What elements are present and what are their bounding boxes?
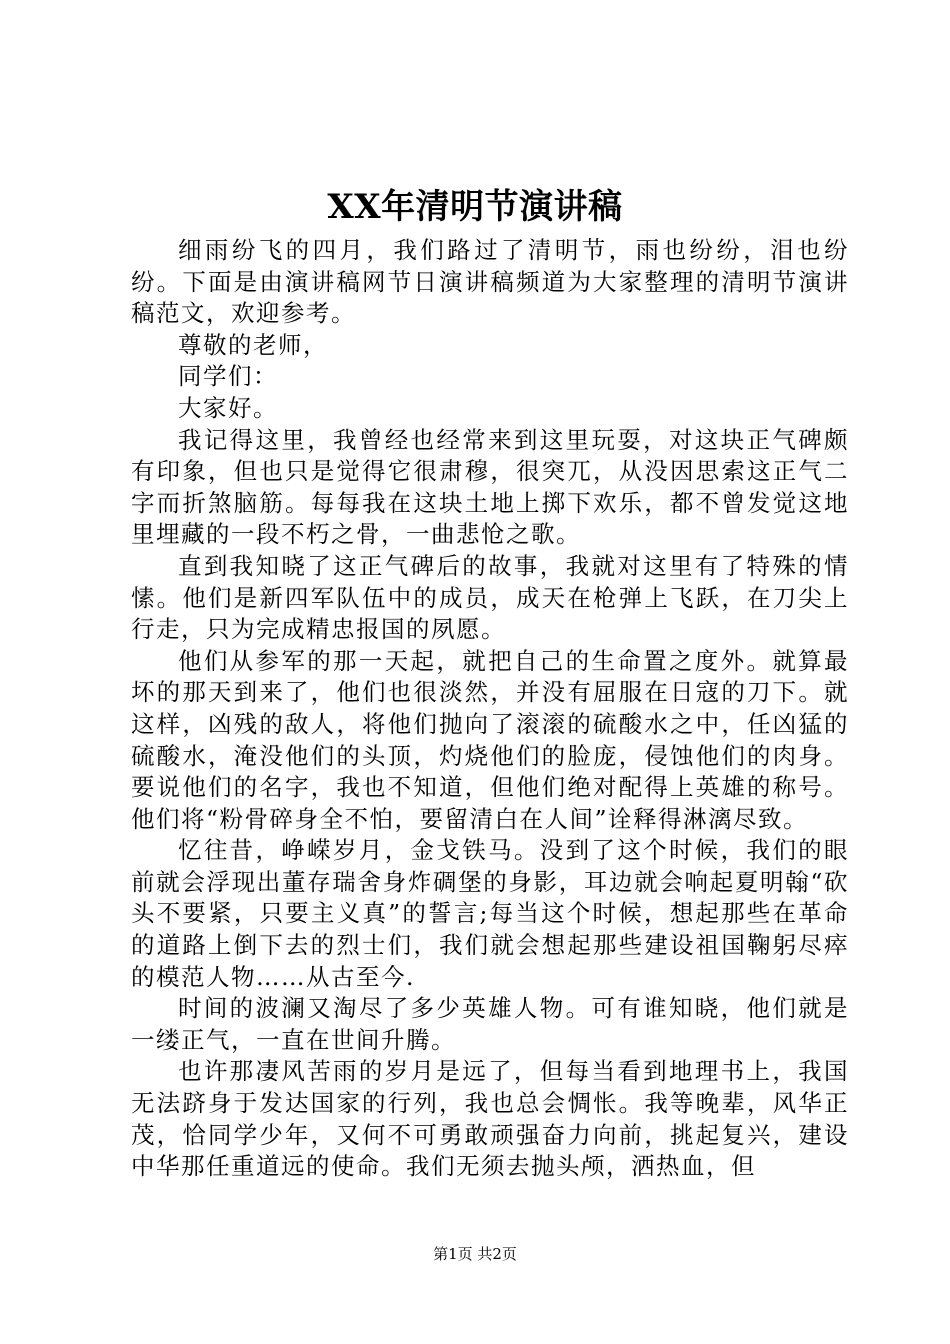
page-footer: 第1页 共2页 xyxy=(433,1245,517,1263)
paragraph: 大家好。 xyxy=(178,393,278,422)
paragraph: 尊敬的老师， xyxy=(178,330,328,359)
document-body xyxy=(131,235,849,1183)
paragraph: 时间的波澜又淘尽了多少英雄人物。可有谁知晓，他们就是一缕正气，一直在世间升腾。 xyxy=(131,994,849,1054)
paragraph: 也许那凄风苦雨的岁月是远了，但每当看到地理书上，我国无法跻身于发达国家的行列，我也总会惆怅。我等晚辈，风华正茂，恰同学少年，又何不可勇敢顽强奋力向前，挑起复兴，建设中华那任重道远的使命。我们无须去抛头颅，洒热血，但 xyxy=(131,1057,849,1181)
document-title: XX年清明节演讲稿 xyxy=(327,187,623,227)
paragraph: 忆往昔，峥嵘岁月，金戈铁马。没到了这个时候，我们的眼前就会浮现出董存瑞舍身炸碉堡的身影，耳边就会响起夏明翰“砍头不要紧，只要主义真”的誓言;每当这个时候，想起那些在革命的道路上倒下去的烈士们，我们就会想起那些建设祖国鞠躬尽瘁的模范人物……从古至今. xyxy=(131,836,849,991)
paragraph: 细雨纷飞的四月，我们路过了清明节，雨也纷纷，泪也纷纷。下面是由演讲稿网节日演讲稿频道为大家整理的清明节演讲稿范文，欢迎参考。 xyxy=(131,236,849,328)
paragraph: 他们从参军的那一天起，就把自己的生命置之度外。就算最坏的那天到来了，他们也很淡然，并没有屈服在日寇的刀下。就这样，凶残的敌人，将他们抛向了滚滚的硫酸水之中，任凶猛的硫酸水，淹没他们的头顶，灼烧他们的脸庞，侵蚀他们的肉身。要说他们的名字，我也不知道，但他们绝对配得上英雄的称号。他们将“粉骨碎身全不怕，要留清白在人间”诠释得淋漓尽致。 xyxy=(131,646,849,833)
paragraph: 直到我知晓了这正气碑后的故事，我就对这里有了特殊的情愫。他们是新四军队伍中的成员，成天在枪弹上飞跃，在刀尖上行走，只为完成精忠报国的夙愿。 xyxy=(131,551,849,644)
paragraph: 我记得这里，我曾经也经常来到这里玩耍，对这块正气碑颇有印象，但也只是觉得它很肃穆，很突兀，从没因思索这正气二字而折煞脑筋。每每我在这块土地上掷下欢乐，都不曾发觉这地里埋藏的一段不朽之骨，一曲悲怆之歌。 xyxy=(131,425,849,549)
paragraph: 同学们： xyxy=(178,362,278,391)
